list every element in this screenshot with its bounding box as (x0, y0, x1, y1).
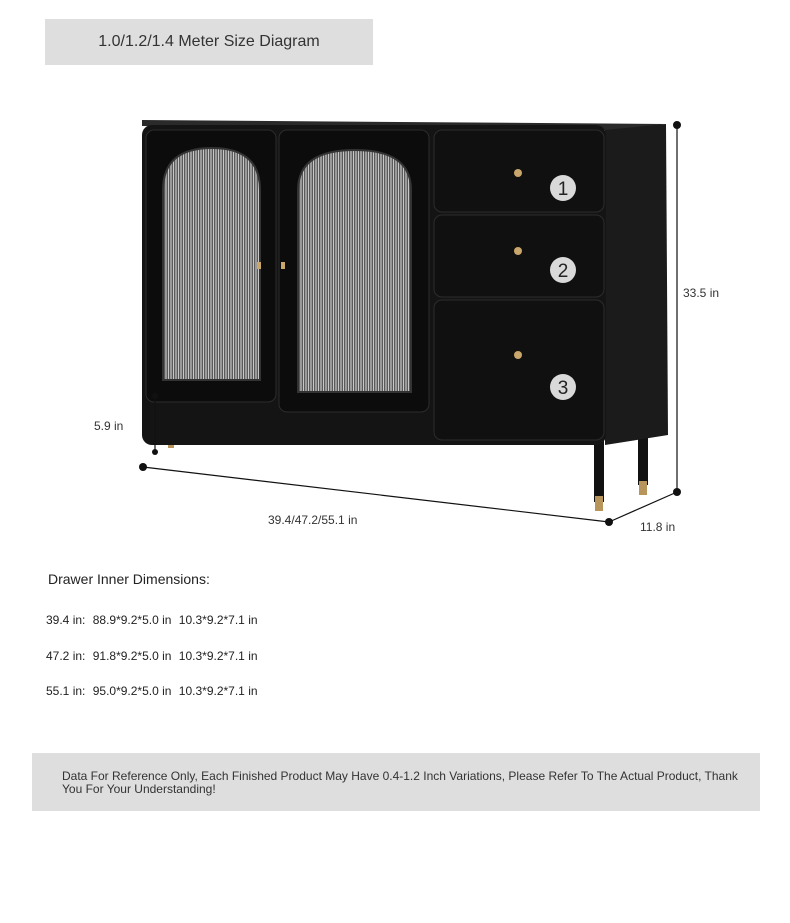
row-size: 39.4 in: (46, 613, 86, 627)
glass-door-left (146, 130, 276, 402)
drawer-3 (434, 300, 604, 440)
drawer-1 (434, 130, 604, 212)
reference-note-box (32, 753, 760, 811)
row-dim-b: 10.3*9.2*7.1 in (178, 684, 258, 698)
height-label: 33.5 in (683, 286, 720, 300)
drawer-dimension-row (46, 613, 262, 627)
height-dimension-line (673, 121, 681, 496)
drawer-number-3: 3 (557, 378, 569, 399)
drawer-dimension-row (46, 649, 262, 663)
drawer-badge-2 (550, 257, 576, 283)
row-size: 47.2 in: (46, 649, 86, 663)
drawer-dimension-row (46, 684, 262, 698)
drawer-badge-1 (550, 175, 576, 201)
depth-dimension-line (609, 492, 677, 522)
diagram-title: 1.0/1.2/1.4 Meter Size Diagram (45, 19, 373, 65)
row-dim-b: 10.3*9.2*7.1 in (178, 649, 258, 663)
width-dimension-line (139, 463, 613, 526)
depth-label: 11.8 in (640, 520, 676, 534)
drawer-dimensions-title: Drawer Inner Dimensions: (48, 571, 210, 587)
cabinet-side (605, 124, 668, 445)
row-dim-a: 88.9*9.2*5.0 in (92, 613, 172, 627)
row-dim-a: 91.8*9.2*5.0 in (92, 649, 172, 663)
row-size: 55.1 in: (46, 684, 86, 698)
drawer-number-2: 2 (557, 261, 569, 282)
row-dim-a: 95.0*9.2*5.0 in (92, 684, 172, 698)
drawer-2 (434, 215, 604, 297)
row-dim-b: 10.3*9.2*7.1 in (178, 613, 258, 627)
width-label: 39.4/47.2/55.1 in (268, 513, 358, 527)
drawer-badge-3 (550, 374, 576, 400)
drawer-number-1: 1 (557, 179, 569, 200)
glass-door-right (279, 130, 429, 412)
leg-height-label: 5.9 in (94, 419, 124, 433)
reference-note-text: Data For Reference Only, Each Finished Product May Have 0.4-1.2 Inch Variations, Please Refer To The Actual Product, Thank You For Your Understanding! (62, 769, 738, 796)
